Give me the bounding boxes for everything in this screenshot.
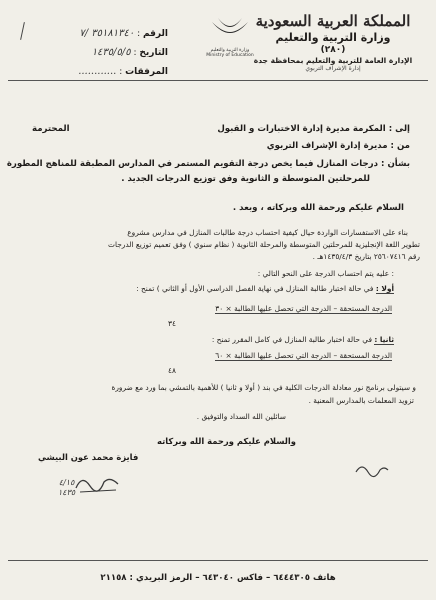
logo-english-caption: Ministry of Education [206,53,254,59]
second-case-divisor: ٤٨ [168,366,176,375]
closing-salutation: والسلام عليكم ورحمة الله وبركاته [157,436,296,446]
footer-contact: هاتف ٦٤٤٤٣٠٥ – فاكس ٦٤٣٠٤٠ – الرمز البريدي : ٢١١٥٨ [100,573,336,583]
greeting: السلام عليكم ورحمة الله وبركاته ، وبعد . [232,203,404,213]
signature-scribble [68,468,128,498]
subject-line-1: بشأن : درجات المنازل فيما يخص درجة التقويم المستمر في المدارس المطبقة للمناهج المطورة [6,159,410,169]
first-case-text: في حالة اختبار طالبة المنازل في نهاية الفصل الدراسي الأول أو الثاني ) تمنح : [136,284,374,293]
ministry-title: وزارة التربية والتعليم [275,30,391,44]
first-case [136,285,394,294]
ministry-code: (٢٨٠) [320,44,346,55]
second-case-text: في حالة اختبار طالبة المنازل في كامل المقرر تمنح : [211,335,372,344]
logo-arabic-caption: وزارة التربية والتعليم [210,48,250,53]
margin-initials-scribble [352,460,392,478]
number-label: الرقم [142,29,168,39]
second-case-formula [215,352,392,361]
para2-line-1: و سيتولى برنامج نور معادلة الدرجات الكلية في بند ( أولا و ثانيا ) للأهمية بالتمشي بما ورد مع ضرورة [111,383,416,392]
ministry-logo [205,14,255,72]
handwritten-date-note: ٤/١٥ ١٤٣٥ [58,478,76,497]
directorate-title: الإدارة العامة للتربية والتعليم بمحافظة جدة [253,55,413,65]
date-value: ١٤٣٥/٥/٥ [91,47,131,59]
para1-line-3: رقم ٢٥٦٠٧٤١٦ بتاريخ ١٤٣٥/٤/٣هـ . [312,252,420,261]
recipient-line: إلى : المكرمة مديرة إدارة الاختبارات و القبول [217,124,410,134]
para1-line-2: تطوير اللغة الإنجليزية للمرحلتين المتوسطة والمرحلة الثانوية ( نظام سنوي ) وفق تعميم توزيع الدرجات [107,240,420,249]
date-label: التاريخ [139,48,168,59]
respected-label: المحترمة [32,124,70,134]
department-title: إدارة الإشراف التربوي [305,65,361,73]
first-case-label: أولا : [375,284,394,293]
first-case-formula [215,305,392,314]
letterhead [244,12,422,73]
para1-line-1: بناء على الاستفسارات الواردة حيال كيفية احتساب درجة طالبات المنازل في مدارس مشروع [127,228,408,237]
thanks-line: سائلين الله السداد والتوفيق . [196,412,286,421]
second-case [212,336,394,345]
second-case-score: الدرجة المستحقة – الدرجة التي تحصل عليها الطالبة × ٦٠ [215,351,392,360]
attachments-label: المرفقات [125,67,168,78]
first-case-score: الدرجة المستحقة – الدرجة التي تحصل عليها الطالبة × ٣٠ [215,304,392,313]
reference-block: الرقم : ٣٥١٨١٣٤٠ /٧ التاريخ : ١٤٣٥/٥/٥ المرفقات : ............ [78,28,168,78]
calc-intro: : عليه يتم احتساب الدرجة على النحو التالي : [257,269,394,278]
sender-line: من : مديرة إدارة الإشراف التربوي [266,141,410,151]
number-value: ٣٥١٨١٣٤٠ /٧ [79,28,135,39]
footer-divider [8,560,428,561]
subject-line-2: للمرحلتين المتوسطة و الثانوية وفق توزيع الدرجات الجديد . [121,174,370,184]
ministry-emblem-icon [208,14,252,48]
signatory-name: فايزة محمد عون البيشي [38,452,139,462]
second-case-label: ثانيا : [374,335,394,344]
kingdom-title: المملكة العربية السعودية [255,12,411,30]
first-case-divisor: ٣٤ [168,319,176,328]
header-divider [8,80,428,81]
para2-line-2: تزويد المعلمات بالمدارس المعنية . [308,396,414,405]
